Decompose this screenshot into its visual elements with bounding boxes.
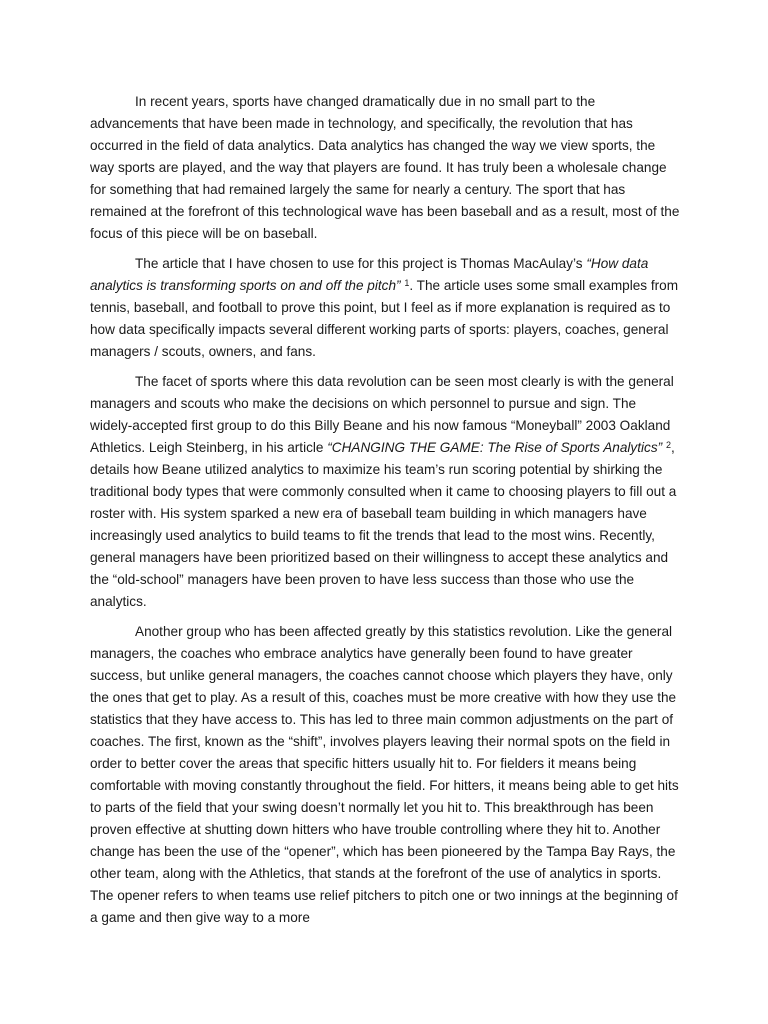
paragraph-text: . The article uses some small examples from tennis, baseball, and football to prove this point, but I feel as if more explanation is required as to how data specifically impacts several different working parts of sports: players, coaches, general managers / scouts, owners, and fans. xyxy=(90,278,679,359)
paragraph-text: , details how Beane utilized analytics to maximize his team’s run scoring potential by shirking the traditional body types that were commonly consulted when it came to choosing players to fill out a roster with. His system sparked a new era of baseball team building in which managers have increasingly used analytics to build teams to fit the trends that lead to the most wins. Recently, general managers have been prioritized based on their willingness to accept these analytics and the “old-school” managers have been proven to have less success than those who use the analytics. xyxy=(90,440,677,609)
paragraph-intro: In recent years, sports have changed dramatically due in no small part to the advancements that have been made in technology, and specifically, the revolution that has occurred in the field of data analytics. Data analytics has changed the way we view sports, the way sports are played, and the way that players are found. It has truly been a wholesale change for something that had remained largely the same for nearly a century. The sport that has remained at the forefront of this technological wave has been baseball and as a result, most of the focus of this piece will be on baseball. xyxy=(90,94,680,241)
article-title-citation: “How data analytics is transforming sports on and off the pitch” xyxy=(90,256,649,293)
paragraph-text: The facet of sports where this data revolution can be seen most clearly is with the general managers and scouts who make the decisions on which personnel to pursue and sign. The widely-accepted first group to do this Billy Beane and his now famous “Moneyball” 2003 Oakland Athletics. Leigh Steinberg, in his article xyxy=(90,374,674,455)
paragraph-text: The article that I have chosen to use for this project is Thomas MacAulay’s xyxy=(135,256,587,271)
paragraph-article-choice xyxy=(90,253,680,363)
footnote-marker: 1 xyxy=(404,278,410,288)
footnote-marker: 2 xyxy=(665,440,671,450)
article-title-citation: “CHANGING THE GAME: The Rise of Sports Analytics” xyxy=(327,440,663,455)
paragraph-coaches: Another group who has been affected greatly by this statistics revolution. Like the general managers, the coaches who embrace analytics have generally been found to have greater success, but unlike general managers, the coaches cannot choose which players they have, only the ones that get to play. As a result of this, coaches must be more creative with how they use the statistics that they have access to. This has led to three main common adjustments on the part of coaches. The first, known as the “shift”, involves players leaving their normal spots on the field in order to better cover the areas that specific hitters usually hit to. For fielders it means being comfortable with moving constantly throughout the field. For hitters, it means being able to get hits to parts of the field that your swing doesn’t normally let you hit to. This breakthrough has been proven effective at shutting down hitters who have trouble controlling where they hit to. Another change has been the use of the “opener”, which has been pioneered by the Tampa Bay Rays, the other team, along with the Athletics, that stands at the forefront of the use of analytics in sports. The opener refers to when teams use relief pitchers to pitch one or two innings at the beginning of a game and then give way to a more xyxy=(90,624,679,925)
document-page xyxy=(90,91,680,937)
paragraph-general-managers xyxy=(90,371,680,613)
